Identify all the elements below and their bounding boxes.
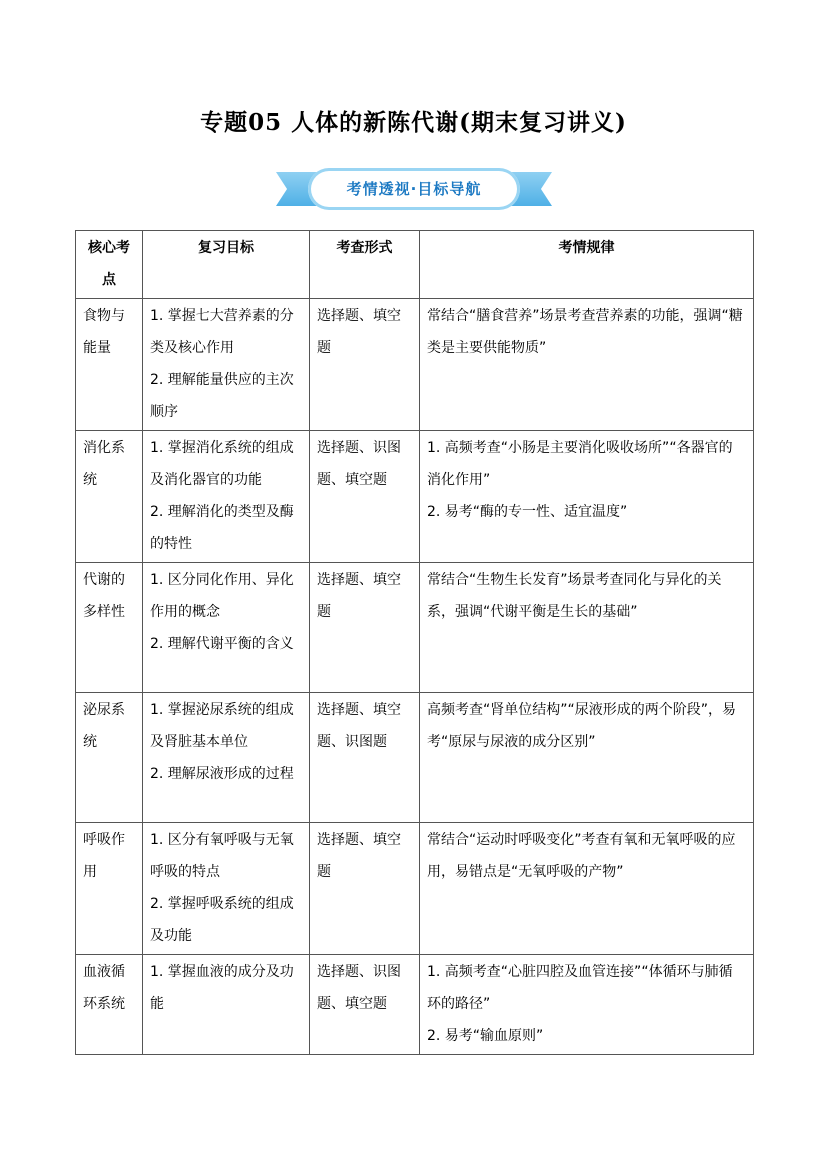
header-review-goal: 复习目标 — [143, 231, 310, 299]
exam-pattern-item: 常结合“膳食营养”场景考查营养素的功能，强调“糖类是主要供能物质” — [427, 308, 743, 356]
cell-core-topic: 呼吸作用 — [76, 823, 143, 955]
exam-pattern-item: 1. 高频考查“心脏四腔及血管连接”“体循环与肺循环的路径” — [427, 964, 733, 1012]
cell-exam-form: 选择题、填空题 — [310, 563, 420, 693]
cell-review-goals — [143, 955, 310, 1055]
header-exam-pattern: 考情规律 — [420, 231, 754, 299]
cell-exam-form: 选择题、填空题 — [310, 823, 420, 955]
cell-exam-form: 选择题、填空题、识图题 — [310, 693, 420, 823]
exam-pattern-item: 2. 易考“酶的专一性、适宜温度” — [427, 504, 628, 520]
cell-exam-patterns — [420, 955, 754, 1055]
review-goal-item: 2. 理解尿液形成的过程 — [150, 766, 294, 782]
banner-label: 考情透视·目标导航 — [346, 180, 482, 198]
cell-exam-form: 选择题、识图题、填空题 — [310, 955, 420, 1055]
table-header-row — [76, 231, 754, 299]
table-row — [76, 823, 754, 955]
cell-review-goals — [143, 563, 310, 693]
exam-pattern-item: 常结合“运动时呼吸变化”考查有氧和无氧呼吸的应用，易错点是“无氧呼吸的产物” — [427, 832, 736, 880]
cell-exam-patterns — [420, 823, 754, 955]
cell-exam-form: 选择题、填空题 — [310, 299, 420, 431]
table-row — [76, 563, 754, 693]
exam-pattern-item: 高频考查“肾单位结构”“尿液形成的两个阶段”，易考“原尿与尿液的成分区别” — [427, 702, 737, 750]
cell-review-goals — [143, 299, 310, 431]
cell-exam-patterns — [420, 299, 754, 431]
cell-exam-patterns — [420, 563, 754, 693]
page-title: 专题05 人体的新陈代谢(期末复习讲义) — [200, 109, 627, 136]
cell-core-topic: 代谢的多样性 — [76, 563, 143, 693]
table-row — [76, 299, 754, 431]
cell-core-topic: 食物与能量 — [76, 299, 143, 431]
header-exam-form: 考查形式 — [310, 231, 420, 299]
table-row — [76, 431, 754, 563]
cell-core-topic: 泌尿系统 — [76, 693, 143, 823]
cell-exam-form: 选择题、识图题、填空题 — [310, 431, 420, 563]
review-goal-item: 2. 理解消化的类型及酶的特性 — [150, 504, 294, 552]
exam-overview-table — [75, 230, 754, 1055]
review-goal-item: 2. 理解能量供应的主次顺序 — [150, 372, 294, 420]
exam-pattern-item: 2. 易考“输血原则” — [427, 1028, 544, 1044]
review-goal-item: 1. 区分有氧呼吸与无氧呼吸的特点 — [150, 832, 294, 880]
cell-core-topic: 消化系统 — [76, 431, 143, 563]
cell-review-goals — [143, 823, 310, 955]
review-goal-item: 1. 区分同化作用、异化作用的概念 — [150, 572, 294, 620]
review-goal-item: 1. 掌握消化系统的组成及消化器官的功能 — [150, 440, 294, 488]
table-row — [76, 693, 754, 823]
review-goal-item: 2. 掌握呼吸系统的组成及功能 — [150, 896, 294, 944]
exam-pattern-item: 1. 高频考查“小肠是主要消化吸收场所”“各器官的消化作用” — [427, 440, 733, 488]
cell-core-topic: 血液循环系统 — [76, 955, 143, 1055]
review-goal-item: 1. 掌握血液的成分及功能 — [150, 964, 294, 1012]
table-row — [76, 955, 754, 1055]
cell-review-goals — [143, 431, 310, 563]
review-goal-item: 1. 掌握泌尿系统的组成及肾脏基本单位 — [150, 702, 294, 750]
review-goal-item: 2. 理解代谢平衡的含义 — [150, 636, 294, 652]
cell-exam-patterns — [420, 693, 754, 823]
cell-exam-patterns — [420, 431, 754, 563]
review-goal-item: 1. 掌握七大营养素的分类及核心作用 — [150, 308, 294, 356]
exam-pattern-item: 常结合“生物生长发育”场景考查同化与异化的关系，强调“代谢平衡是生长的基础” — [427, 572, 722, 620]
cell-review-goals — [143, 693, 310, 823]
section-banner — [276, 168, 552, 210]
header-core-topic: 核心考点 — [76, 231, 143, 299]
